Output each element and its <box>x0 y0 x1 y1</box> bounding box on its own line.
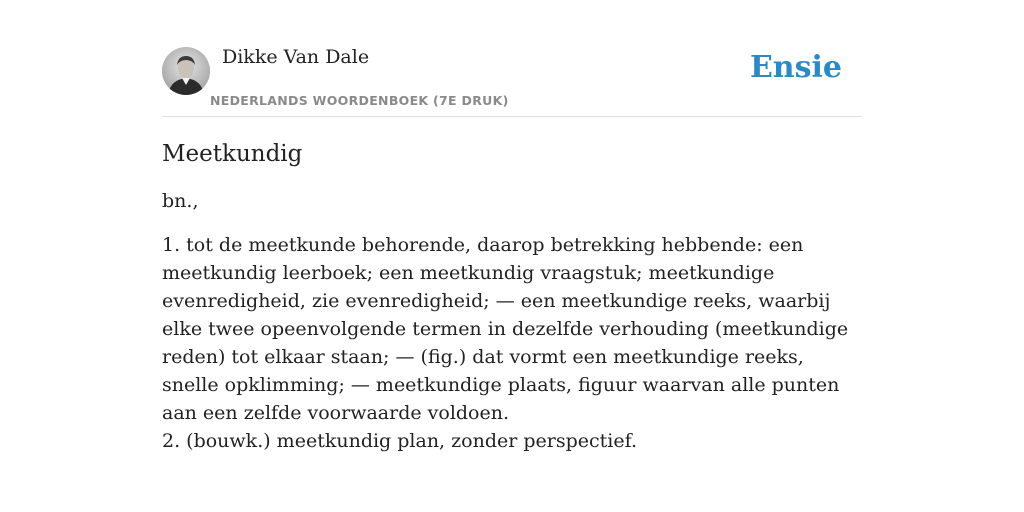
entry-title: Meetkundig <box>162 141 303 167</box>
definition-body <box>162 231 862 455</box>
author-name[interactable]: Dikke Van Dale <box>222 46 370 68</box>
portrait-icon <box>162 47 210 95</box>
entry-card <box>162 44 862 455</box>
brand-logo[interactable]: Ensie <box>749 50 842 85</box>
sense-2: 2. (bouwk.) meetkundig plan, zonder perspectief. <box>162 430 637 452</box>
author-avatar[interactable] <box>162 47 210 95</box>
part-of-speech: bn., <box>162 190 199 212</box>
entry-header <box>162 44 862 117</box>
source-label: NEDERLANDS WOORDENBOEK (7E DRUK) <box>210 93 509 108</box>
sense-1: 1. tot de meetkunde behorende, daarop betrekking hebbende: een meetkundig leerboek; een meetkundig vraagstuk; meetkundige evenredigheid, zie evenredigheid; — een meetkundige reeks, waarbij elke twee opeenvolgende termen in dezelfde verhouding (meetkundige reden) tot elkaar staan; — (fig.) dat vormt een meetkundige reeks, snelle opklimming; — meetkundige plaats, figuur waarvan alle punten aan een zelfde voorwaarde voldoen. <box>162 234 849 424</box>
